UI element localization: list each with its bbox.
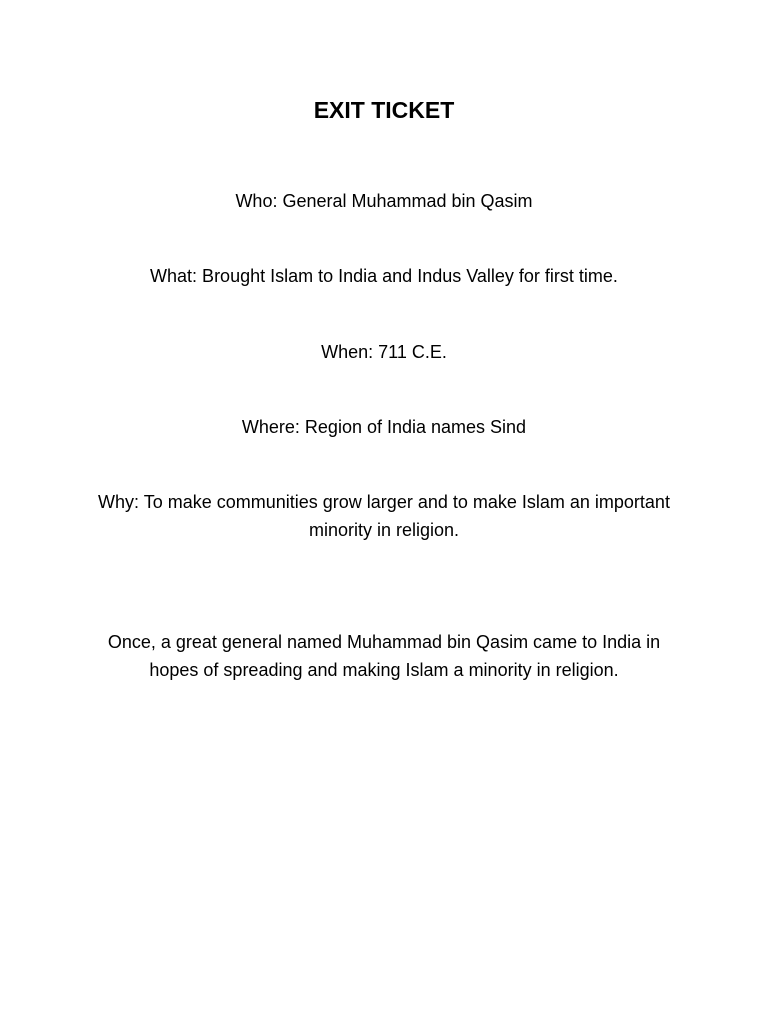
who-line: Who: General Muhammad bin Qasim xyxy=(235,191,533,211)
story-paragraph: Once, a great general named Muhammad bin Qasim came to India in hopes of spreading and making Islam a minority in religion. xyxy=(107,632,661,680)
where-line: Where: Region of India names Sind xyxy=(241,417,527,437)
page-title: EXIT TICKET xyxy=(313,97,455,123)
when-line: When: 711 C.E. xyxy=(321,342,447,362)
what-line: What: Brought Islam to India and Indus Valley for first time. xyxy=(150,266,618,286)
why-paragraph: Why: To make communities grow larger and to make Islam an important minority in religion. xyxy=(98,492,670,540)
